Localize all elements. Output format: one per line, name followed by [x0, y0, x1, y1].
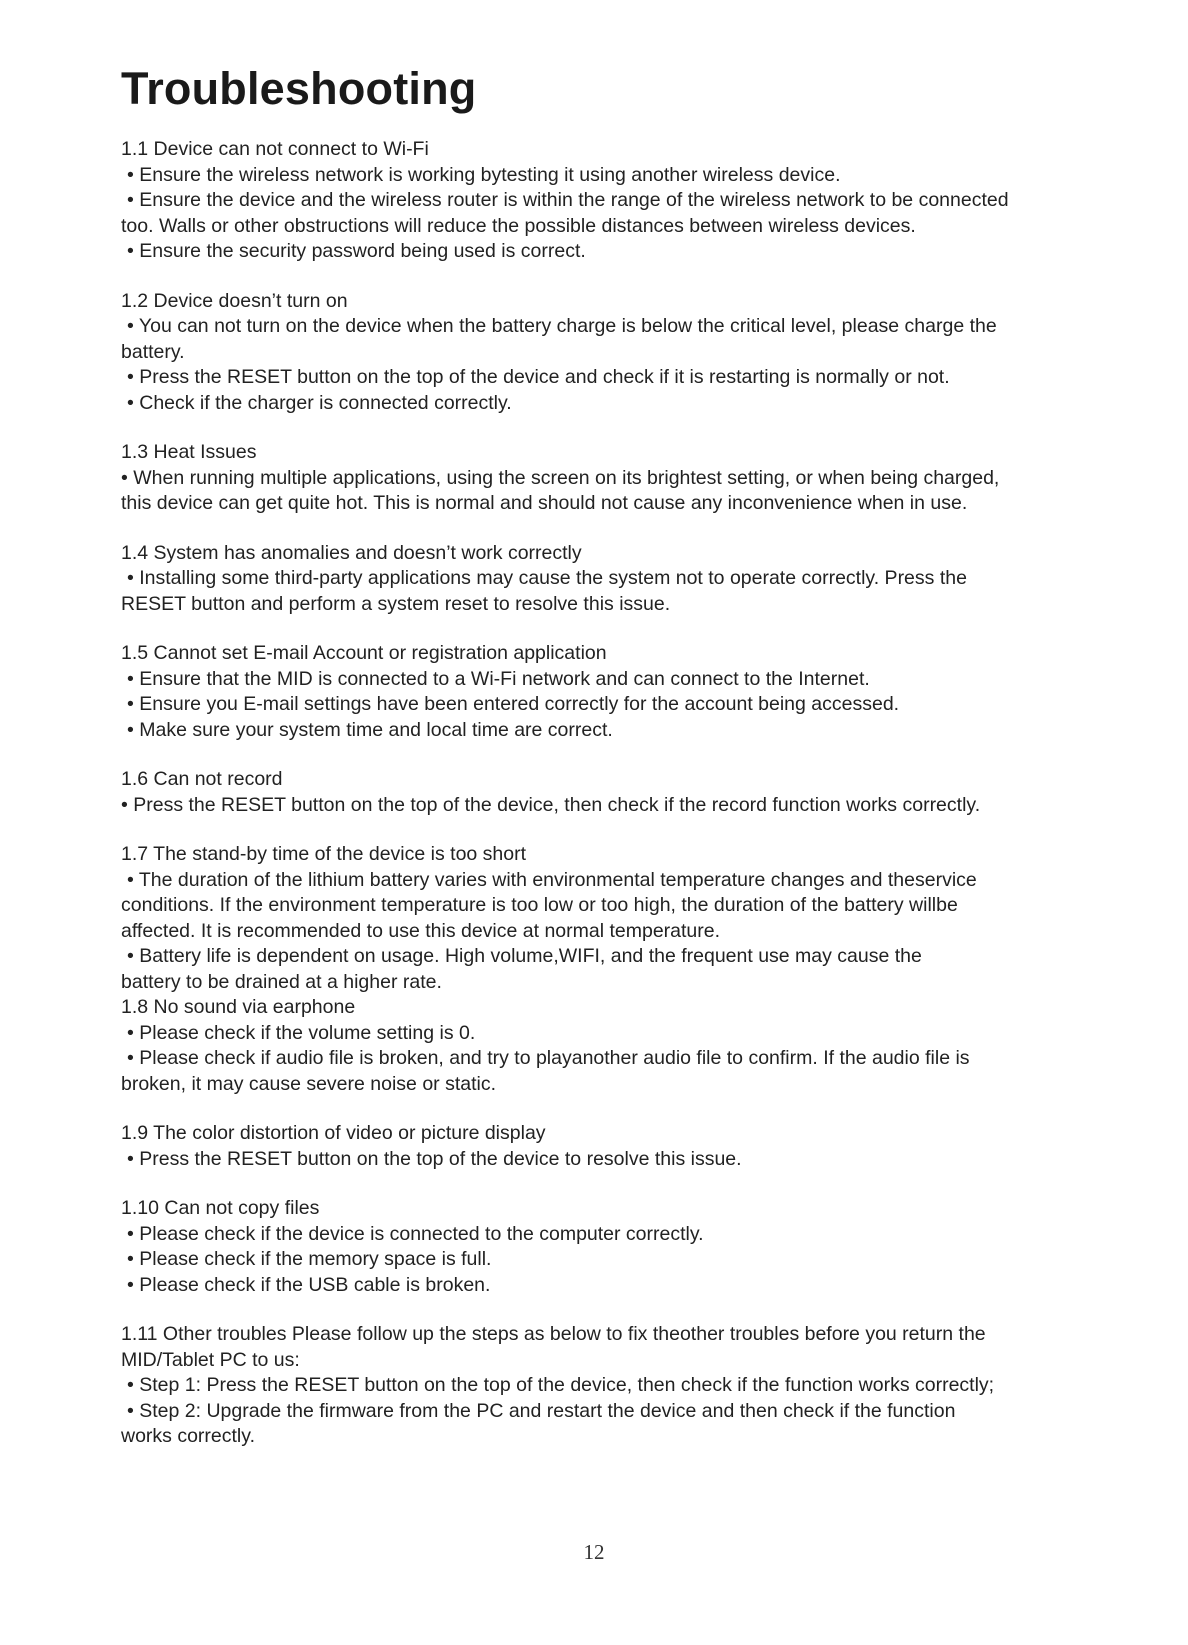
section-email: [121, 641, 1101, 743]
section-line: • Make sure your system time and local time are correct.: [127, 718, 613, 741]
troubleshooting-content: [121, 137, 1101, 1450]
section-anomalies: [121, 541, 1101, 618]
page-number: 12: [583, 1540, 605, 1564]
section-line: • Press the RESET button on the top of the device and check if it is restarting is normally or not.: [127, 366, 950, 388]
section-other-troubles: [121, 1322, 1101, 1450]
section-line: • When running multiple applications, using the screen on its brightest setting, or when being charged,: [121, 466, 1000, 489]
section-heading: 1.4 System has anomalies and doesn’t work correctly: [121, 541, 582, 564]
section-line: • Battery life is dependent on usage. High volume,WIFI, and the frequent use may cause the: [127, 945, 922, 967]
section-standby: [121, 842, 1101, 995]
section-line: • Please check if the memory space is full.: [127, 1248, 492, 1270]
section-heading: 1.8 No sound via earphone: [121, 996, 356, 1018]
section-color-distortion: [121, 1121, 1101, 1172]
section-heading: 1.3 Heat Issues: [121, 441, 257, 463]
section-line: affected. It is recommended to use this device at normal temperature.: [121, 919, 721, 942]
section-line: battery.: [121, 340, 185, 363]
section-line: • The duration of the lithium battery varies with environmental temperature changes and theservice: [127, 868, 977, 891]
section-line: • You can not turn on the device when the battery charge is below the critical level, please charge the: [127, 315, 997, 337]
section-line: works correctly.: [121, 1425, 255, 1447]
section-earphone: [121, 995, 1101, 1097]
section-line: MID/Tablet PC to us:: [121, 1348, 300, 1371]
section-line: • Installing some third-party applications may cause the system not to operate correctly. Press the: [127, 567, 967, 589]
section-line: • Check if the charger is connected correctly.: [127, 391, 512, 414]
section-copy-files: [121, 1196, 1101, 1298]
section-line: • Ensure that the MID is connected to a Wi-Fi network and can connect to the Internet.: [127, 667, 870, 690]
section-line: • Step 1: Press the RESET button on the top of the device, then check if the function works correctly;: [127, 1374, 995, 1396]
section-heading: 1.5 Cannot set E-mail Account or registration application: [121, 642, 607, 664]
section-line: • Ensure the device and the wireless router is within the range of the wireless network to be connected: [127, 189, 1009, 211]
section-line: • Press the RESET button on the top of the device, then check if the record function works correctly.: [121, 793, 981, 816]
section-line: • Please check if the device is connected to the computer correctly.: [127, 1222, 704, 1245]
section-heading: 1.11 Other troubles Please follow up the steps as below to fix theother troubles before you return the: [121, 1323, 986, 1345]
section-line: • Step 2: Upgrade the firmware from the PC and restart the device and then check if the function: [127, 1399, 956, 1422]
section-line: • Ensure the security password being used is correct.: [127, 240, 586, 262]
section-heading: 1.7 The stand-by time of the device is too short: [121, 843, 527, 865]
section-line: • Please check if the volume setting is 0.: [127, 1021, 476, 1044]
section-line: • Please check if the USB cable is broken.: [127, 1273, 491, 1296]
page-title: Troubleshooting: [121, 63, 477, 114]
section-record: [121, 767, 1101, 818]
section-heading: 1.2 Device doesn’t turn on: [121, 289, 348, 312]
section-line: • Press the RESET button on the top of the device to resolve this issue.: [127, 1147, 742, 1170]
section-line: • Ensure the wireless network is working bytesting it using another wireless device.: [127, 163, 841, 186]
section-heading: 1.10 Can not copy files: [121, 1197, 320, 1219]
section-line: this device can get quite hot. This is normal and should not cause any inconvenience when in use.: [121, 492, 968, 514]
section-heat: [121, 440, 1101, 517]
section-wifi: [121, 137, 1101, 265]
section-heading: 1.6 Can not record: [121, 768, 283, 790]
section-line: battery to be drained at a higher rate.: [121, 970, 442, 993]
section-line: too. Walls or other obstructions will reduce the possible distances between wireless devices.: [121, 214, 916, 237]
section-line: • Ensure you E-mail settings have been entered correctly for the account being accessed.: [127, 693, 900, 715]
section-heading: 1.9 The color distortion of video or picture display: [121, 1122, 546, 1144]
section-line: RESET button and perform a system reset to resolve this issue.: [121, 592, 671, 615]
section-power: [121, 289, 1101, 417]
section-line: conditions. If the environment temperature is too low or too high, the duration of the battery willbe: [121, 894, 958, 916]
section-line: broken, it may cause severe noise or static.: [121, 1072, 497, 1095]
section-heading: 1.1 Device can not connect to Wi-Fi: [121, 138, 429, 160]
section-line: • Please check if audio file is broken, and try to playanother audio file to confirm. If the audio file is: [127, 1047, 970, 1069]
